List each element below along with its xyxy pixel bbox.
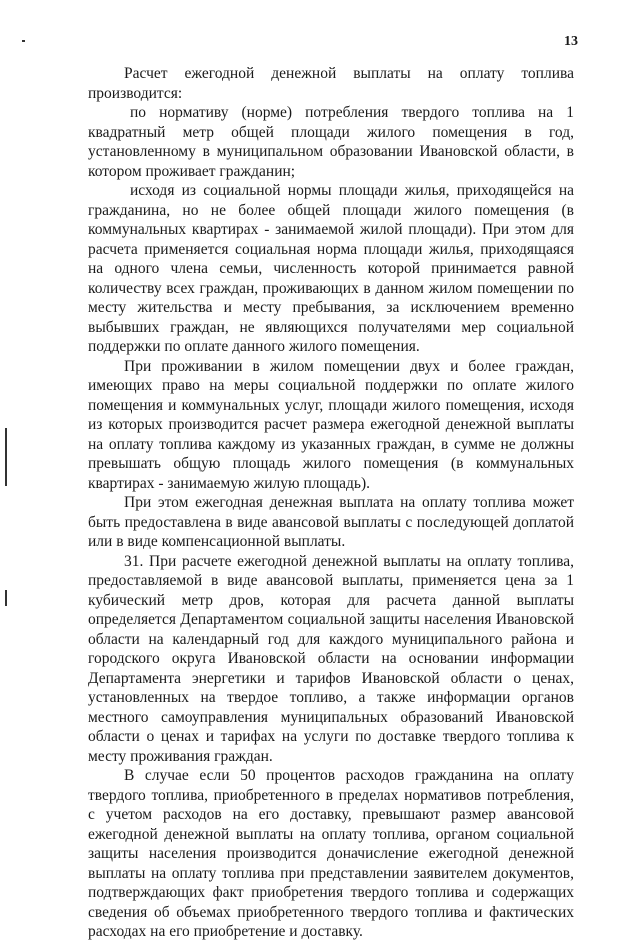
scan-artifact <box>5 428 7 486</box>
paragraph: Расчет ежегодной денежной выплаты на оплату топлива производится: <box>88 65 574 102</box>
paragraph: 31. При расчете ежегодной денежной выплаты на оплату топлива, предоставляемой в виде авансовой выплаты, применяется цена за 1 кубический метр дров, которая для расчета данной выплаты определяется Департаментом социальной защиты населения Ивановской области на календарный год для каждого муниципального района и городского округа Ивановской области на основании информации Департамента энергетики и тарифов Ивановской области о ценах, установленных на твердое топливо, а также информации органов местного самоуправления муниципальных образований Ивановской области о ценах и тарифах на услуги по доставке твердого топлива к месту проживания граждан. <box>88 552 574 765</box>
paragraph: При проживании в жилом помещении двух и более граждан, имеющих право на меры социальной поддержки по оплате жилого помещения и коммунальных услуг, площади жилого помещения, исходя из которых производится расчет размера ежегодной денежной выплаты на оплату топлива каждому из указанных граждан, в сумме не должны превышать общую площадь жилого помещения (в коммунальных квартирах - занимаемую жилую площадь). <box>88 357 574 492</box>
scan-artifact <box>5 590 7 606</box>
scan-artifact <box>22 40 25 42</box>
paragraph: исходя из социальной нормы площади жилья, приходящейся на гражданина, но не более общей площади жилого помещения (в коммунальных квартирах - занимаемой жилой площади). При этом для расчета применяется социальная норма площади жилья, приходящаяся на одного члена семьи, численность которой принимается равной количеству всех граждан, проживающих в данном жилом помещении по месту жительства и месту пребывания, за исключением временно выбывших граждан, не являющихся получателями мер социальной поддержки по оплате данного жилого помещения. <box>88 182 574 355</box>
paragraph: по нормативу (норме) потребления твердого топлива на 1 квадратный метр общей площади жилого помещения в год, установленному в муниципальном образовании Ивановской области, в котором проживает гражданин; <box>88 104 574 180</box>
paragraph: При этом ежегодная денежная выплата на оплату топлива может быть предоставлена в виде авансовой выплаты с последующей доплатой или в виде компенсационной выплаты. <box>88 494 574 550</box>
paragraph: В случае если 50 процентов расходов гражданина на оплату твердого топлива, приобретенного в пределах нормативов потребления, с учетом расходов на его доставку, превышают размер авансовой ежегодной денежной выплаты на оплату топлива, органом социальной защиты населения производится доначисление ежегодной денежной выплаты на оплату топлива при представлении заявителем документов, подтверждающих факт приобретения твердого топлива и содержащих сведения об объемах приобретенного твердого топлива и фактических расходах на его приобретение и доставку. <box>88 767 574 940</box>
document-body <box>88 64 574 942</box>
page-number: 13 <box>564 34 578 49</box>
